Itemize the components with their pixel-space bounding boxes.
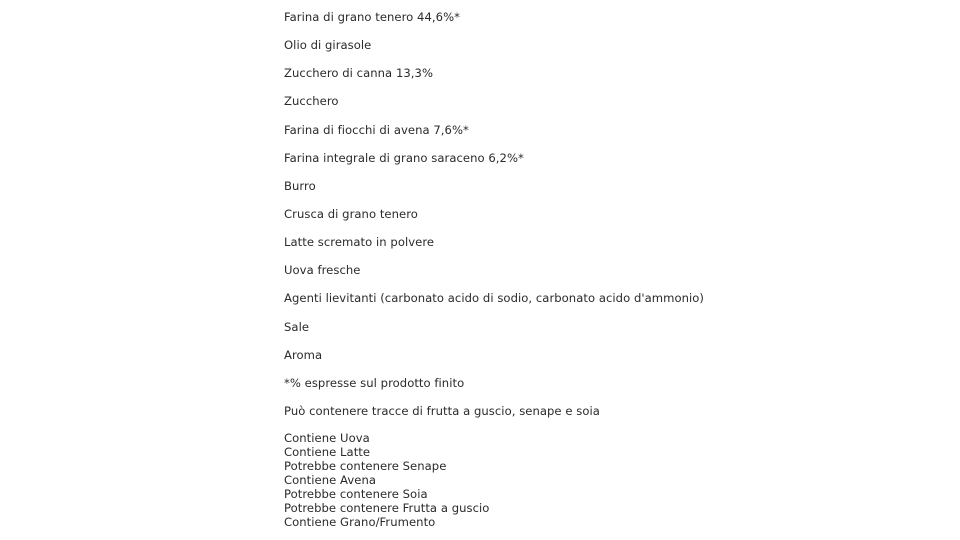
allergen-item: Potrebbe contenere Frutta a guscio (284, 501, 490, 516)
ingredient-item: Farina di fiocchi di avena 7,6%* (284, 122, 469, 137)
ingredient-item: Latte scremato in polvere (284, 235, 435, 250)
allergen-item: Contiene Avena (284, 473, 377, 488)
ingredients-list (284, 9, 924, 431)
ingredient-item: Aroma (284, 347, 323, 362)
allergen-item: Contiene Grano/Frumento (284, 515, 436, 530)
ingredient-item: Burro (284, 178, 316, 193)
ingredient-item: Agenti lievitanti (carbonato acido di sodio, carbonato acido d'ammonio) (284, 291, 704, 306)
allergen-item: Potrebbe contenere Soia (284, 487, 428, 502)
allergen-item: Contiene Uova (284, 431, 370, 446)
ingredient-item: Zucchero di canna 13,3% (284, 66, 434, 81)
traces-warning: Può contenere tracce di frutta a guscio, senape e soia (284, 403, 600, 418)
allergen-item: Contiene Latte (284, 445, 371, 460)
ingredient-item: Crusca di grano tenero (284, 206, 418, 221)
ingredient-item: Olio di girasole (284, 38, 372, 53)
allergen-item: Potrebbe contenere Senape (284, 459, 447, 474)
ingredient-item: Farina di grano tenero 44,6%* (284, 10, 460, 24)
allergens-list (284, 431, 924, 529)
product-info-panel (284, 9, 924, 529)
ingredient-item: Farina integrale di grano saraceno 6,2%* (284, 150, 524, 165)
ingredient-item: Sale (284, 319, 310, 334)
ingredient-item: Zucchero (284, 94, 339, 109)
percentage-footnote: *% espresse sul prodotto finito (284, 375, 465, 390)
ingredient-item: Uova fresche (284, 263, 361, 278)
